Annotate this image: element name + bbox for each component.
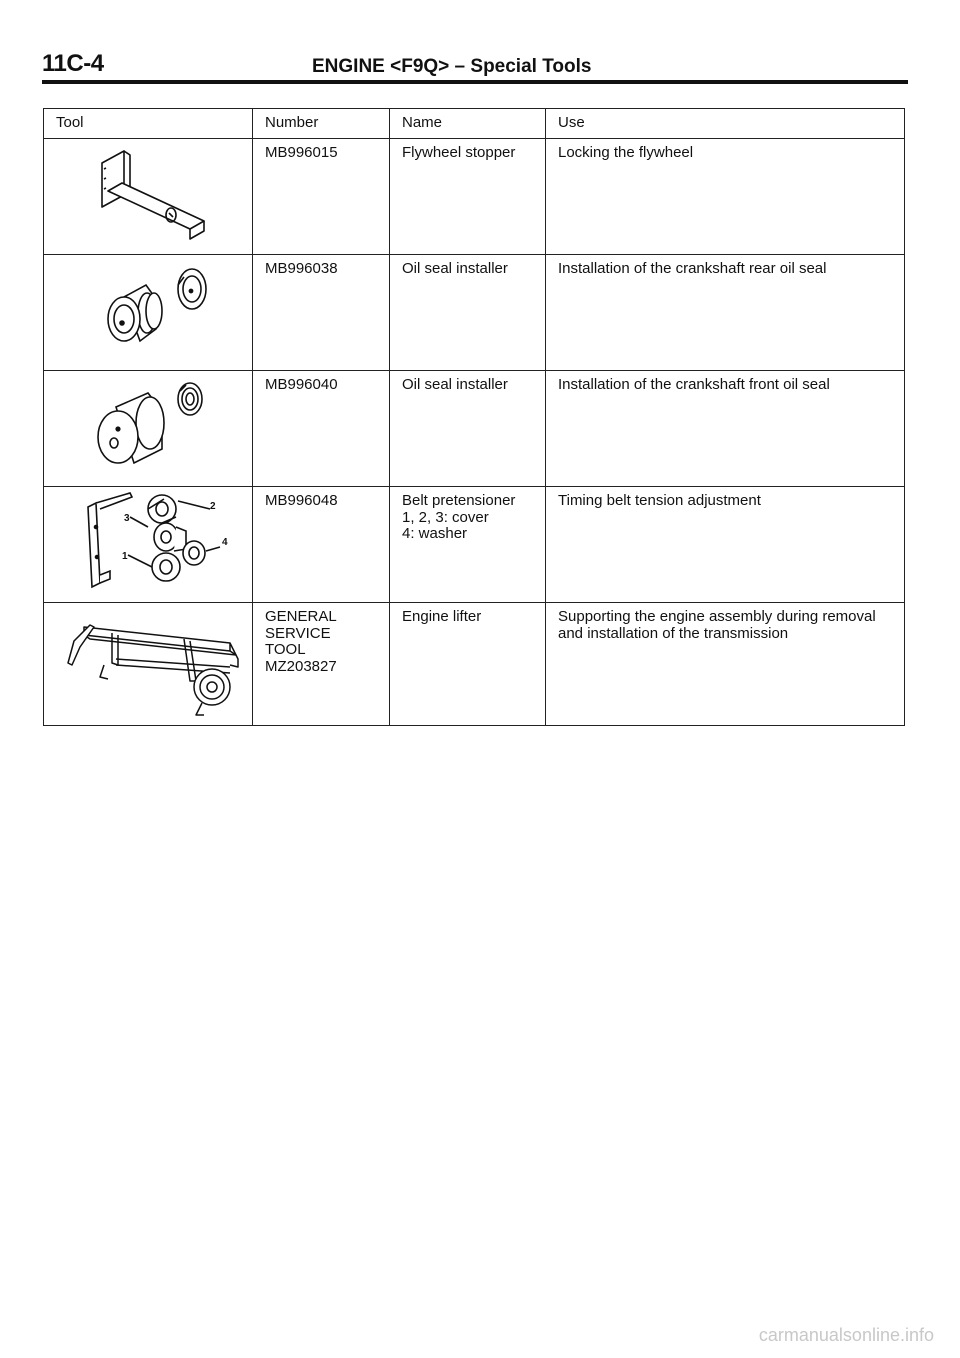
callout-3: 3: [124, 513, 130, 524]
tool-name: Belt pretensioner 1, 2, 3: cover 4: washer: [390, 487, 546, 603]
belt-pretensioner-icon: [44, 487, 253, 602]
tool-illustration-cell: [44, 255, 253, 371]
tool-number: GENERAL SERVICE TOOL MZ203827: [253, 603, 390, 726]
column-header-number: Number: [253, 109, 390, 139]
tool-name: Oil seal installer: [390, 255, 546, 371]
tool-use: Installation of the crankshaft rear oil seal: [546, 255, 905, 371]
table-header-row: [44, 109, 905, 139]
tool-number: MB996038: [253, 255, 390, 371]
callout-1: 1: [122, 551, 128, 562]
callout-4: 4: [222, 537, 228, 548]
page-header: [42, 46, 908, 86]
tool-number: MB996048: [253, 487, 390, 603]
table-row: [44, 139, 905, 255]
table-row: [44, 255, 905, 371]
table-row: [44, 487, 905, 603]
column-header-use: Use: [546, 109, 905, 139]
page-number: 11C-4: [42, 50, 104, 77]
oil-seal-installer-rear-icon: [44, 255, 253, 370]
column-header-name: Name: [390, 109, 546, 139]
column-header-tool: Tool: [44, 109, 253, 139]
tool-illustration-cell: [44, 603, 253, 726]
header-rule: [42, 80, 908, 84]
flywheel-stopper-bracket-icon: [44, 139, 253, 254]
tool-illustration-cell: [44, 139, 253, 255]
engine-lifter-icon: [44, 603, 253, 725]
page-title: ENGINE <F9Q> – Special Tools: [312, 56, 592, 77]
callout-2: 2: [210, 501, 216, 512]
tool-use: Locking the flywheel: [546, 139, 905, 255]
tool-use: Installation of the crankshaft front oil seal: [546, 371, 905, 487]
tool-use: Timing belt tension adjustment: [546, 487, 905, 603]
oil-seal-installer-front-icon: [44, 371, 253, 486]
tool-illustration-cell: [44, 487, 253, 603]
tool-name: Flywheel stopper: [390, 139, 546, 255]
special-tools-table: [43, 108, 905, 726]
table-row: [44, 603, 905, 726]
tool-number: MB996040: [253, 371, 390, 487]
tool-name: Oil seal installer: [390, 371, 546, 487]
tool-illustration-cell: [44, 371, 253, 487]
table-row: [44, 371, 905, 487]
watermark: carmanualsonline.info: [758, 1325, 934, 1345]
tool-number: MB996015: [253, 139, 390, 255]
tool-use: Supporting the engine assembly during removal and installation of the transmission: [546, 603, 905, 726]
tool-name: Engine lifter: [390, 603, 546, 726]
